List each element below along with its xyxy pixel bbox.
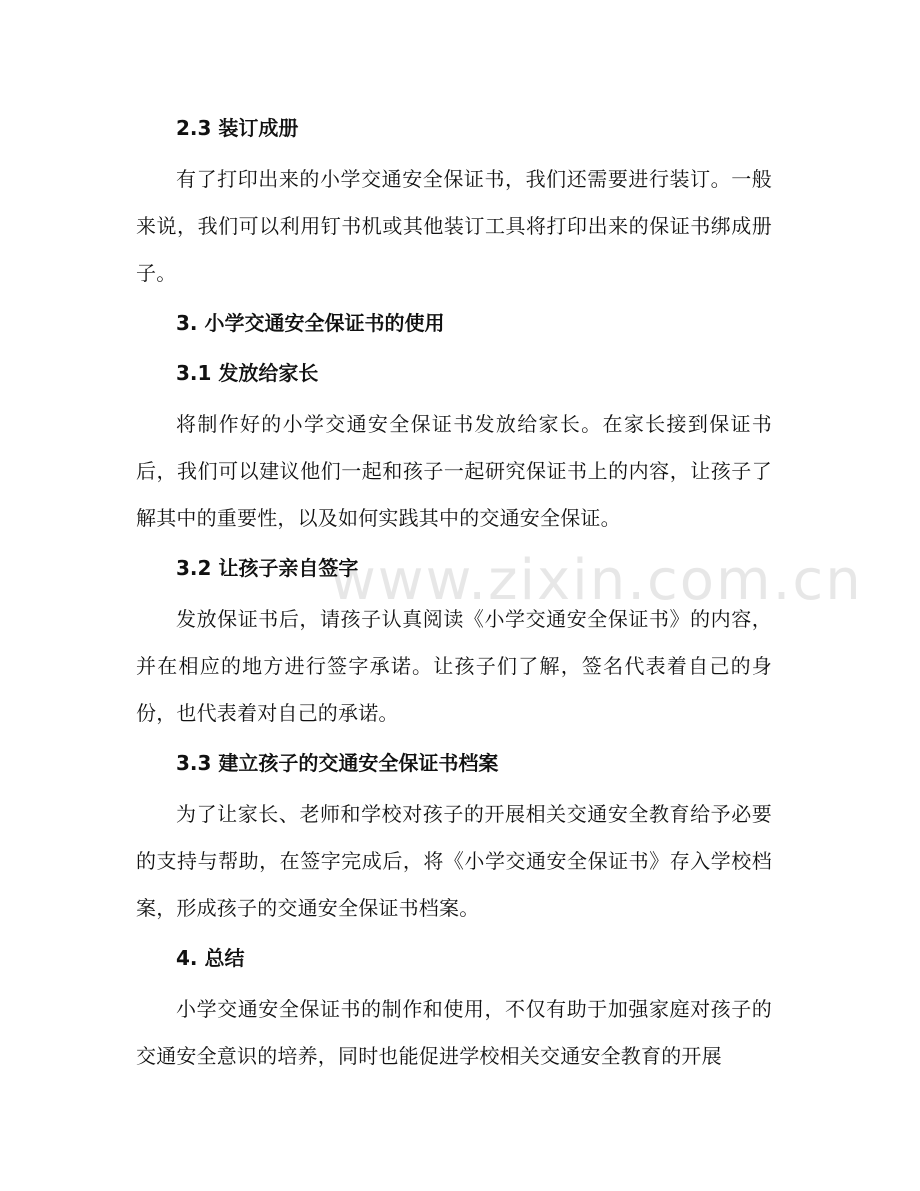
section-heading-3: 3. 小学交通安全保证书的使用 xyxy=(176,311,445,335)
section-heading-3-2: 3.2 让孩子亲自签字 xyxy=(176,556,359,580)
section-heading-4: 4. 总结 xyxy=(176,946,245,970)
section-paragraph-4: 小学交通安全保证书的制作和使用，不仅有助于加强家庭对孩子的交通安全意识的培养，同时也能促进学校相关交通安全教育的开展 xyxy=(136,997,772,1068)
section-paragraph-3-1: 将制作好的小学交通安全保证书发放给家长。在家长接到保证书后，我们可以建议他们一起和孩子一起研究保证书上的内容，让孩子了解其中的重要性，以及如何实践其中的交通安全保证。 xyxy=(136,412,772,530)
section-paragraph-2-3: 有了打印出来的小学交通安全保证书，我们还需要进行装订。一般来说，我们可以利用钉书机或其他装订工具将打印出来的保证书绑成册子。 xyxy=(136,167,772,285)
section-paragraph-3-3: 为了让家长、老师和学校对孩子的开展相关交通安全教育给予必要的支持与帮助，在签字完成后，将《小学交通安全保证书》存入学校档案，形成孩子的交通安全保证书档案。 xyxy=(136,802,772,920)
section-heading-3-3: 3.3 建立孩子的交通安全保证书档案 xyxy=(176,751,499,775)
section-heading-3-1: 3.1 发放给家长 xyxy=(176,361,319,385)
section-paragraph-3-2: 发放保证书后，请孩子认真阅读《小学交通安全保证书》的内容，并在相应的地方进行签字承诺。让孩子们了解，签名代表着自己的身份，也代表着对自己的承诺。 xyxy=(136,607,772,725)
section-heading-2-3: 2.3 装订成册 xyxy=(176,116,299,140)
watermark-text: www.zixin.com.cn xyxy=(330,548,863,613)
document-body xyxy=(136,106,772,1084)
